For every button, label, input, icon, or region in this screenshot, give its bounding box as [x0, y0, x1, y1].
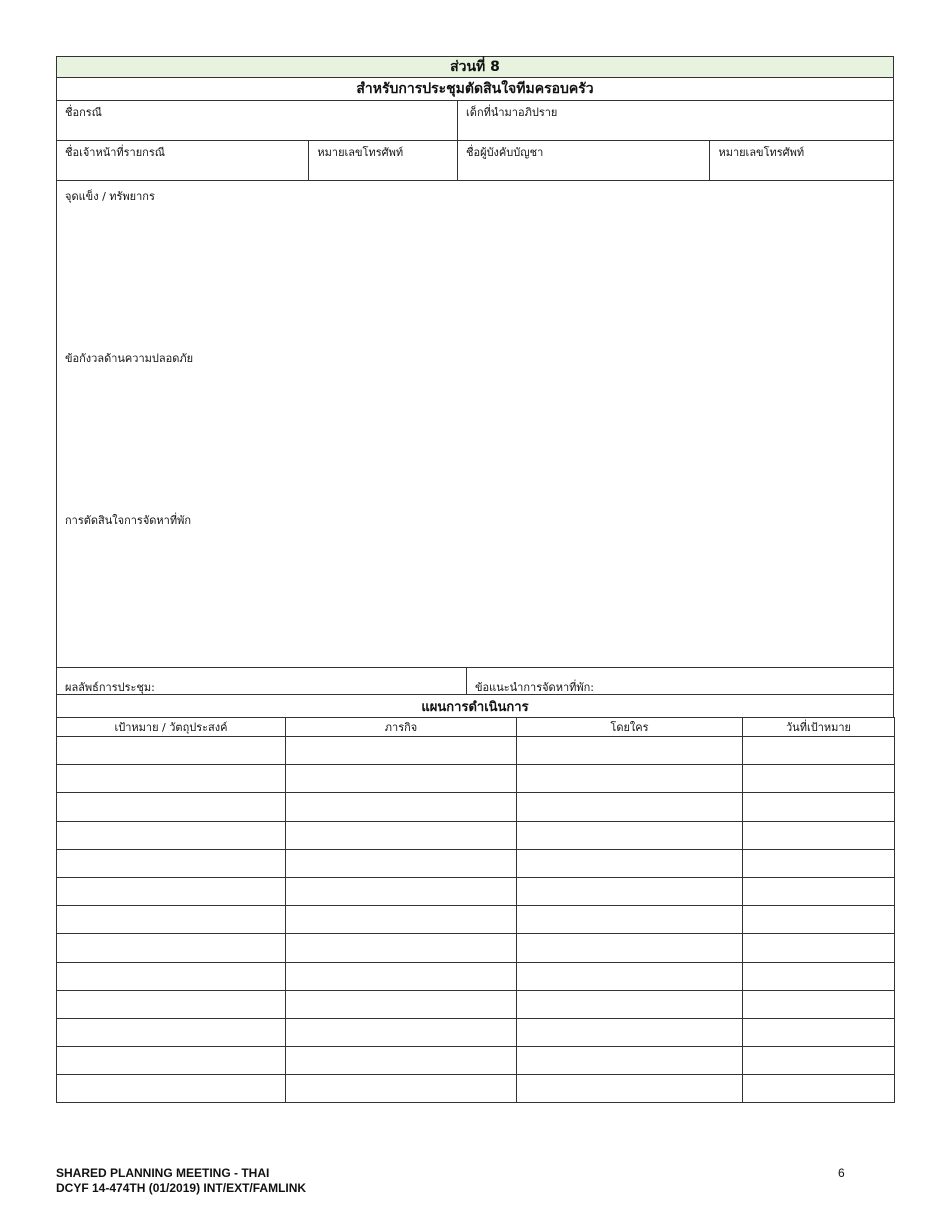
table-cell-input[interactable] [743, 906, 895, 934]
table-cell-input[interactable] [517, 962, 743, 990]
column-header: เป้าหมาย / วัตถุประสงค์ [57, 718, 286, 737]
table-cell-input[interactable] [286, 737, 517, 765]
table-cell-input[interactable] [517, 877, 743, 905]
table-cell-input[interactable] [743, 1018, 895, 1046]
table-cell-input[interactable] [286, 1018, 517, 1046]
table-cell-input[interactable] [57, 877, 286, 905]
table-cell-input[interactable] [517, 793, 743, 821]
child-discussed-field[interactable] [458, 101, 893, 140]
table-row [57, 1018, 895, 1046]
column-header: วันที่เป้าหมาย [743, 718, 895, 737]
table-cell-input[interactable] [743, 1047, 895, 1075]
table-cell-input[interactable] [57, 934, 286, 962]
table-row [57, 849, 895, 877]
table-cell-input[interactable] [286, 1047, 517, 1075]
table-cell-input[interactable] [517, 1047, 743, 1075]
table-cell-input[interactable] [743, 1075, 895, 1103]
table-cell-input[interactable] [517, 990, 743, 1018]
table-row [57, 934, 895, 962]
table-cell-input[interactable] [743, 737, 895, 765]
table-cell-input[interactable] [57, 737, 286, 765]
outcome-row [56, 667, 894, 694]
table-cell-input[interactable] [286, 793, 517, 821]
table-cell-input[interactable] [517, 765, 743, 793]
table-cell-input[interactable] [57, 990, 286, 1018]
table-cell-input[interactable] [517, 849, 743, 877]
table-cell-input[interactable] [743, 765, 895, 793]
form-code: DCYF 14-474TH (01/2019) INT/EXT/FAMLINK [56, 1181, 307, 1195]
placement-recommendation-field[interactable] [467, 668, 893, 694]
table-cell-input[interactable] [57, 765, 286, 793]
table-row [57, 821, 895, 849]
table-cell-input[interactable] [286, 934, 517, 962]
placement-recommendation-label: ข้อแนะนำการจัดหาที่พัก: [475, 681, 594, 694]
case-info-row [56, 100, 894, 140]
table-cell-input[interactable] [286, 849, 517, 877]
table-cell-input[interactable] [57, 906, 286, 934]
safety-concerns-label: ข้อกังวลด้านความปลอดภัย [65, 352, 194, 365]
table-cell-input[interactable] [286, 877, 517, 905]
family-team-decision-form [56, 56, 894, 1103]
table-row [57, 1075, 895, 1103]
table-row [57, 737, 895, 765]
meeting-outcome-field[interactable] [57, 668, 467, 694]
table-cell-input[interactable] [286, 821, 517, 849]
worker-phone-label: หมายเลขโทรศัพท์ [317, 146, 404, 159]
action-plan-header-row [57, 718, 895, 737]
action-plan-table [56, 717, 895, 1103]
table-cell-input[interactable] [57, 1075, 286, 1103]
table-cell-input[interactable] [286, 906, 517, 934]
table-cell-input[interactable] [743, 877, 895, 905]
form-footer [56, 1166, 306, 1196]
supervisor-phone-label: หมายเลขโทรศัพท์ [718, 146, 805, 159]
table-row [57, 1047, 895, 1075]
placement-decision-label: การตัดสินใจการจัดหาที่พัก [65, 514, 192, 527]
table-cell-input[interactable] [517, 906, 743, 934]
action-plan-body [57, 737, 895, 1103]
table-cell-input[interactable] [743, 821, 895, 849]
page-number: 6 [838, 1166, 845, 1180]
table-row [57, 877, 895, 905]
table-cell-input[interactable] [57, 849, 286, 877]
assessment-area[interactable] [56, 180, 894, 667]
table-cell-input[interactable] [57, 793, 286, 821]
worker-name-label: ชื่อเจ้าหน้าที่รายกรณี [65, 146, 165, 159]
table-cell-input[interactable] [57, 1047, 286, 1075]
table-cell-input[interactable] [57, 821, 286, 849]
form-title: สำหรับการประชุมตัดสินใจทีมครอบครัว [56, 77, 894, 100]
table-cell-input[interactable] [743, 990, 895, 1018]
section-title: ส่วนที่ 8 [56, 56, 894, 77]
supervisor-phone-field[interactable] [710, 141, 893, 180]
table-cell-input[interactable] [517, 1018, 743, 1046]
form-name: SHARED PLANNING MEETING - THAI [56, 1166, 270, 1180]
contact-info-row [56, 140, 894, 180]
table-row [57, 765, 895, 793]
table-row [57, 990, 895, 1018]
table-cell-input[interactable] [286, 962, 517, 990]
table-cell-input[interactable] [286, 1075, 517, 1103]
table-cell-input[interactable] [57, 1018, 286, 1046]
table-row [57, 906, 895, 934]
child-discussed-label: เด็กที่นำมาอภิปราย [466, 106, 558, 119]
table-cell-input[interactable] [517, 737, 743, 765]
table-row [57, 962, 895, 990]
table-cell-input[interactable] [743, 962, 895, 990]
table-cell-input[interactable] [286, 990, 517, 1018]
table-cell-input[interactable] [517, 821, 743, 849]
action-plan-title: แผนการดำเนินการ [56, 694, 894, 717]
supervisor-name-field[interactable] [458, 141, 710, 180]
supervisor-name-label: ชื่อผู้บังคับบัญชา [466, 146, 544, 159]
column-header: ภารกิจ [286, 718, 517, 737]
case-name-label: ชื่อกรณี [65, 106, 102, 119]
worker-phone-field[interactable] [309, 141, 458, 180]
table-cell-input[interactable] [517, 1075, 743, 1103]
column-header: โดยใคร [517, 718, 743, 737]
worker-name-field[interactable] [57, 141, 309, 180]
table-row [57, 793, 895, 821]
table-cell-input[interactable] [57, 962, 286, 990]
table-cell-input[interactable] [286, 765, 517, 793]
meeting-outcome-label: ผลลัพธ์การประชุม: [65, 681, 155, 694]
case-name-field[interactable] [57, 101, 458, 140]
table-cell-input[interactable] [743, 849, 895, 877]
table-cell-input[interactable] [743, 934, 895, 962]
strengths-label: จุดแข็ง / ทรัพยากร [65, 190, 155, 203]
table-cell-input[interactable] [517, 934, 743, 962]
table-cell-input[interactable] [743, 793, 895, 821]
